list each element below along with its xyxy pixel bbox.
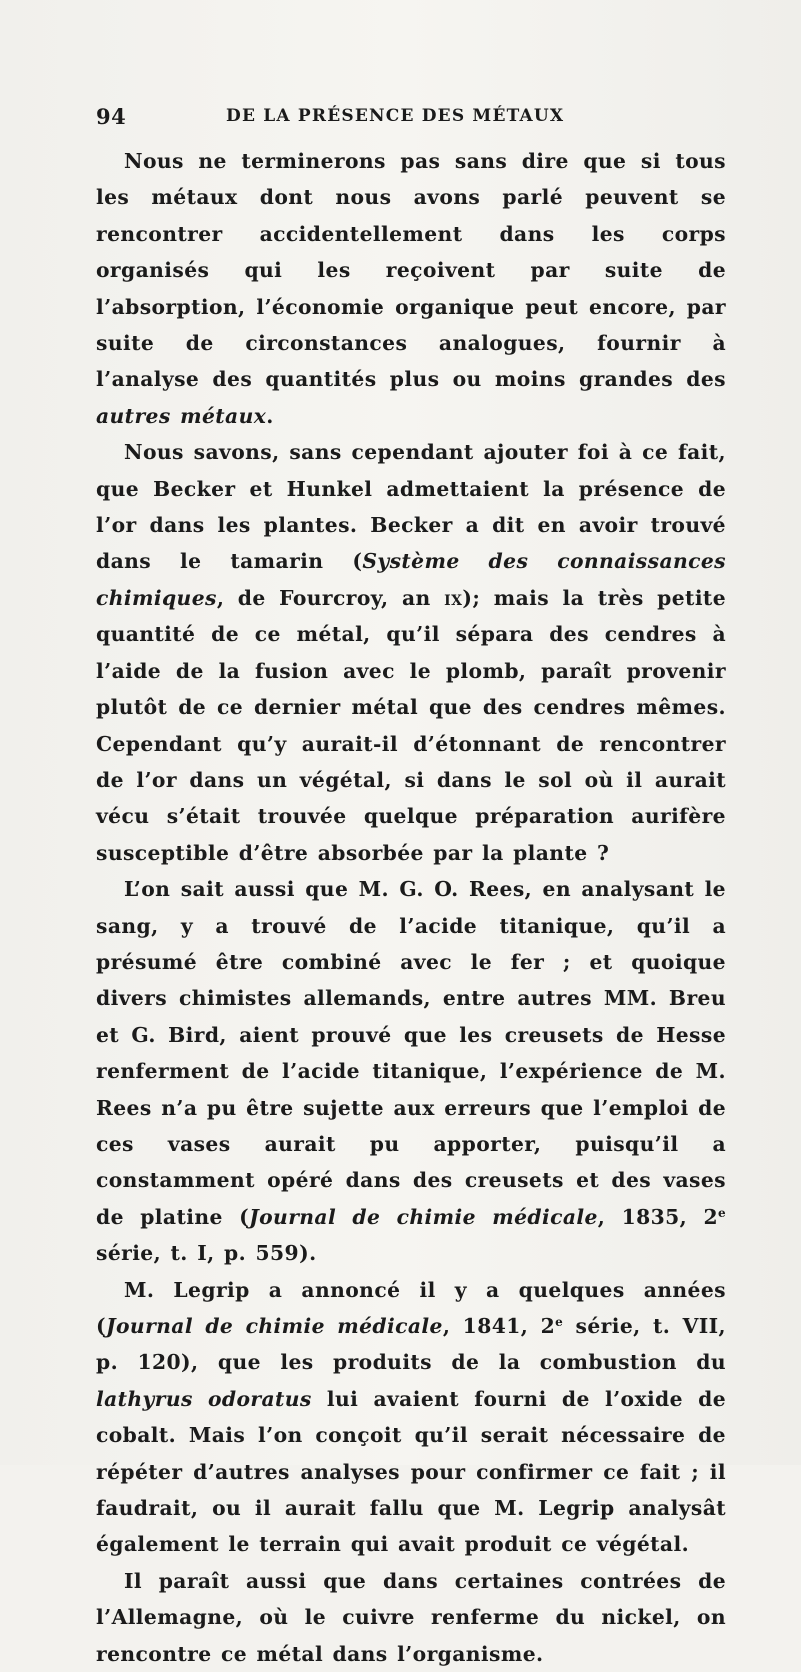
roman-numeral: ix xyxy=(444,585,463,610)
page-number: 94 xyxy=(96,104,127,129)
running-title: DE LA PRÉSENCE DES MÉTAUX xyxy=(226,106,565,126)
paragraph-3: L’on sait aussi que M. G. O. Rees, en analysant le sang, y a trouvé de l’acide titanique, qu’il a présumé être combiné avec le fer ; et quoique divers chimistes allemands, entre autres MM. Breu et G. Bird, aient prouvé que les creusets de Hesse renferment de l’acide titanique, l’expérience de M. Rees n’a pu être sujette aux erreurs que l’emploi de ces vases aurait pu apporter, puisqu’il a constamment opéré dans des creusets et des vases de platine (Journal de chimie médicale, 1835, 2e série, t. I, p. 559). xyxy=(96,877,727,1266)
paragraph-2: Nous savons, sans cependant ajouter foi à ce fait, que Becker et Hunkel admettaient la présence de l’or dans les plantes. Becker a dit en avoir trouvé dans le tamarin (Système des connaissances chimiques, de Fourcroy, an ix); mais la très petite quantité de ce métal, qu’il sépara des cendres à l’aide de la fusion avec le plomb, paraît provenir plutôt de ce dernier métal que des cendres mêmes. Cependant qu’y aurait-il d’étonnant de rencontrer de l’or dans un végétal, si dans le sol où il aurait vécu s’était trouvée quelque préparation aurifère susceptible d’être absorbée par la plante ? xyxy=(96,440,727,865)
citation-title: Système des connaissances chimiques xyxy=(96,549,727,610)
citation-title: Journal de chimie médicale xyxy=(106,1314,443,1338)
paragraph-5: Il paraît aussi que dans certaines contrées de l’Allemagne, où le cuivre renferme du nickel, on rencontre ce métal dans l’organisme. xyxy=(96,1568,726,1666)
superscript: e xyxy=(717,1205,727,1220)
citation-title: Journal de chimie médicale xyxy=(249,1204,598,1229)
superscript: e xyxy=(555,1315,564,1329)
italic-term: autres métaux xyxy=(96,403,267,428)
species-name: lathyrus odoratus xyxy=(96,1386,312,1411)
body-text xyxy=(96,143,726,1672)
page-header xyxy=(96,104,726,134)
paragraph-1: Nous ne terminerons pas sans dire que si tous les métaux dont nous avons parlé peuvent se rencontrer accidentellement dans les corps organisés qui les reçoivent par suite de l’absorption, l’économie organique peut encore, par suite de circonstances analogues, fournir à l’analyse des quantités plus ou moins grandes des autres métaux. xyxy=(96,149,726,428)
paragraph-4: M. Legrip a annoncé il y a quelques années (Journal de chimie médicale, 1841, 2e série, t. VII, p. 120), que les produits de la combustion du lathyrus odoratus lui avaient fourni de l’oxide de cobalt. Mais l’on conçoit qu’il serait nécessaire de répéter d’autres analyses pour confirmer ce fait ; il faudrait, ou il aurait fallu que M. Legrip analysât également le terrain qui avait produit ce végétal. xyxy=(96,1277,726,1557)
